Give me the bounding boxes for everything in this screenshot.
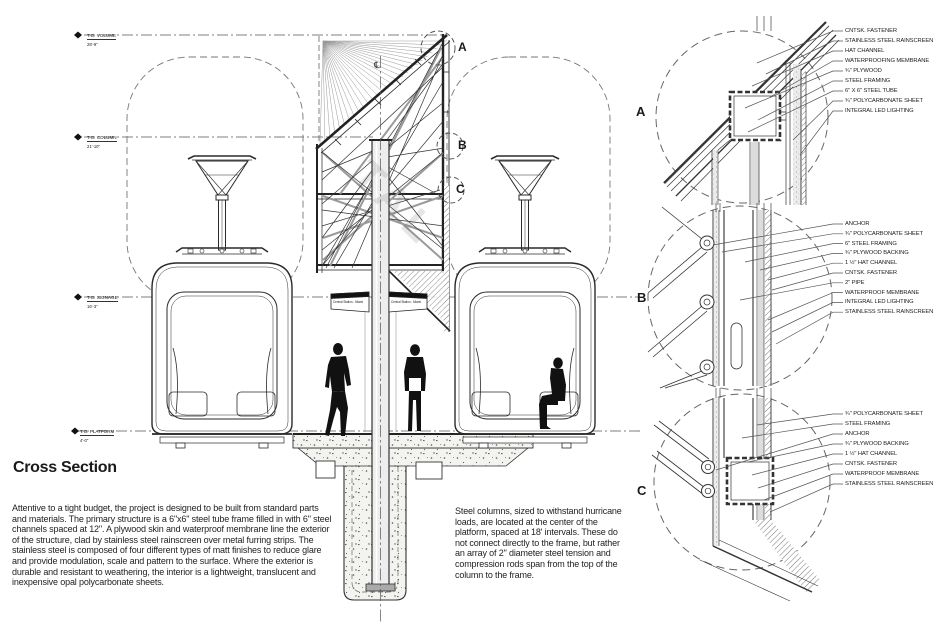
detail-b-label-0: ANCHOR — [845, 221, 870, 227]
detail-a-label-7: ¾" POLYCARBONATE SHEET — [845, 98, 923, 104]
detail-a-label-0: CNTSK. FASTENER — [845, 28, 897, 34]
leader-line — [776, 312, 843, 344]
detail-c-label-1: STEEL FRAMING — [845, 421, 891, 427]
detail-b-label-1: ¾" POLYCARBONATE SHEET — [845, 230, 923, 237]
detail-c-label-4: 1 ½" HAT CHANNEL — [845, 451, 898, 457]
description-paragraph-left: Attentive to a tight budget, the project is designed to be built from standard parts and materials. The primary structure is a 6"x6" steel tube frame filled in with 6" steel channels spaced at 12". A plywood skin and waterproof membrane line the exterior of the structure, clad by stainless steel rainscreen over metal furring strips. The stainless steel is composed of four different types of matt finishes to reduce glare and provide modulation, scale and pattern to the surface. Where the exterior is durable and resistant to weathering, the interior is a lightweight, translucent and inexpensive opal polycarbonate sheets. — [12, 503, 332, 588]
detail-a-label-2: HAT CHANNEL — [845, 48, 885, 54]
gondola-cabin-left — [152, 156, 292, 448]
detail-b-label-4: 1 ½" HAT CHANNEL — [845, 260, 898, 267]
elevation-diamond-icon — [71, 32, 82, 435]
detail-b-label-9: STAINLESS STEEL RAINSCREEN — [845, 309, 934, 316]
leader-line — [772, 302, 843, 332]
elevation-name: T.O. PLATFORM — [80, 429, 115, 434]
elevation-name: T.O. COLUMN — [87, 135, 117, 140]
elevation-value: 28'-9" — [87, 42, 98, 47]
leader-line — [760, 253, 843, 270]
fan-ray — [320, 41, 323, 144]
leader-line — [770, 484, 843, 512]
detail-a-label-5: STEEL FRAMING — [845, 78, 891, 84]
detail-c-label-7: STAINLESS STEEL RAINSCREEN — [845, 481, 934, 487]
leader-line — [800, 111, 843, 155]
sign-text-right: Central Station - Miami — [390, 300, 421, 304]
detail-b-label-5: CNTSK. FASTENER — [845, 270, 897, 276]
detail-b-label-7: WATERPROOF MEMBRANE — [845, 289, 920, 296]
detail-c-label-3: ¾" PLYWOOD BACKING — [845, 441, 909, 447]
page-title: Cross Section — [13, 459, 117, 476]
elevation-marker-platform — [80, 420, 150, 443]
section-marker-a: A — [458, 40, 467, 54]
section-marker-b: B — [458, 138, 467, 152]
detail-a-label-4: ¾" PLYWOOD — [845, 68, 882, 74]
fan-ray — [323, 41, 403, 77]
gondola-cabin-right — [455, 156, 595, 448]
detail-a-label-3: WATERPROOFING MEMBRANE — [845, 58, 930, 64]
elevation-value: 4'-0" — [80, 438, 89, 443]
detail-c-letter: C — [637, 483, 647, 498]
watermark-text: TAL — [343, 150, 450, 257]
elevation-marker-signage — [87, 286, 157, 309]
centerline-symbol: ℄ — [374, 60, 380, 70]
section-marker-c: C — [456, 182, 465, 196]
leader-line — [713, 224, 843, 245]
sign-text-left: Central Station - Miami — [332, 300, 363, 304]
detail-c-label-2: ANCHOR — [845, 431, 870, 437]
elevation-value: 21'-10" — [87, 144, 100, 149]
leader-line — [722, 234, 843, 252]
detail-a-drawing — [656, 22, 839, 205]
leader-line — [740, 283, 843, 300]
description-paragraph-right: Steel columns, sized to withstand hurricane loads, are located at the center of the platform, spaced at 18' intervals. These do not connect directly to the frame, but rather an array of 2" diameter steel tension and compression rods span from the top of the column to the frame. — [455, 506, 622, 580]
detail-b-label-8: INTEGRAL LED LIGHTING — [845, 299, 914, 306]
elevation-marker-column — [87, 126, 157, 149]
detail-b-label-3: ¾" PLYWOOD BACKING — [845, 250, 909, 257]
detail-a-label-8: INTEGRAL LED LIGHTING — [845, 108, 914, 114]
detail-c-label-6: WATERPROOF MEMBRANE — [845, 471, 920, 477]
detail-c-label-5: CNTSK. FASTENER — [845, 461, 897, 467]
detail-b-drawing — [648, 206, 832, 390]
elevation-name: T.O. SIGNAGE — [87, 295, 118, 300]
elevation-name: T.O. VOLUME — [87, 33, 117, 38]
fan-ray — [323, 41, 437, 49]
detail-a-label-6: 6" X 6" STEEL TUBE — [845, 88, 898, 94]
detail-b-label-2: 6" STEEL FRAMING — [845, 240, 897, 247]
elevation-value: 16'-3" — [87, 304, 98, 309]
detail-b-letter: B — [637, 290, 647, 305]
detail-b-label-6: 2" PIPE — [845, 279, 865, 286]
detail-a-label-1: STAINLESS STEEL RAINSCREEN — [845, 38, 934, 44]
detail-c-label-0: ¾" POLYCARBONATE SHEET — [845, 411, 923, 417]
leader-line — [764, 474, 843, 500]
detail-a-letter: A — [636, 104, 646, 119]
elevation-marker-volume — [87, 24, 157, 47]
